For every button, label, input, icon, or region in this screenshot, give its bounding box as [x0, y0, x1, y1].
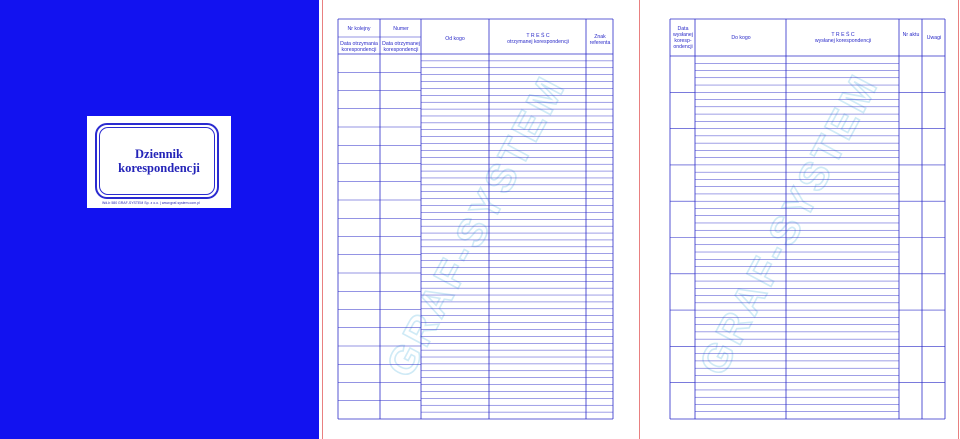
product-code: Wd-b 580 [102, 201, 118, 205]
header-do-kogo: Do kogo [731, 35, 751, 41]
header-nr-aktu: Nr aktu [902, 32, 920, 38]
cover-label [87, 116, 231, 208]
header-data-wyslanej: Data wysłanej korespondencji [673, 26, 693, 50]
right-page [641, 0, 959, 439]
header-tresc-sub: otrzymanej korespondencji [507, 39, 569, 45]
header-nr-kolejny: Nr kolejny [347, 26, 371, 32]
header-znak-referenta: Znak referenta [589, 34, 611, 46]
watermark-text: GRAF-SYSTEM [378, 67, 575, 385]
cover-title [87, 147, 231, 175]
header-data-otrzymanej: Data otrzymanej korespondencji [382, 41, 420, 53]
watermark-text: GRAF-SYSTEM [691, 65, 888, 383]
company-info: GRAF-SYSTEM Sp. z o.o. | www.graf-system.com.pl [118, 201, 200, 205]
header-data-otrzymania: Data otrzymania korespondencji [340, 41, 378, 53]
notebook-cover [0, 0, 319, 439]
cover-title-line2: korespondencji [118, 161, 200, 175]
cover-title-line1: Dziennik [135, 147, 183, 161]
ledger-grid-left [323, 0, 641, 439]
header-od-kogo: Od kogo [445, 36, 465, 42]
left-page [322, 0, 640, 439]
header-tresc: T R E Ś C [831, 32, 855, 38]
header-tresc: T R E Ś C [526, 33, 550, 39]
header-numer: Numer [393, 26, 409, 32]
header-uwagi: Uwagi [926, 35, 942, 41]
header-tresc-sub: wysłanej korespondencji [814, 38, 872, 44]
ledger-grid-right [641, 0, 959, 439]
